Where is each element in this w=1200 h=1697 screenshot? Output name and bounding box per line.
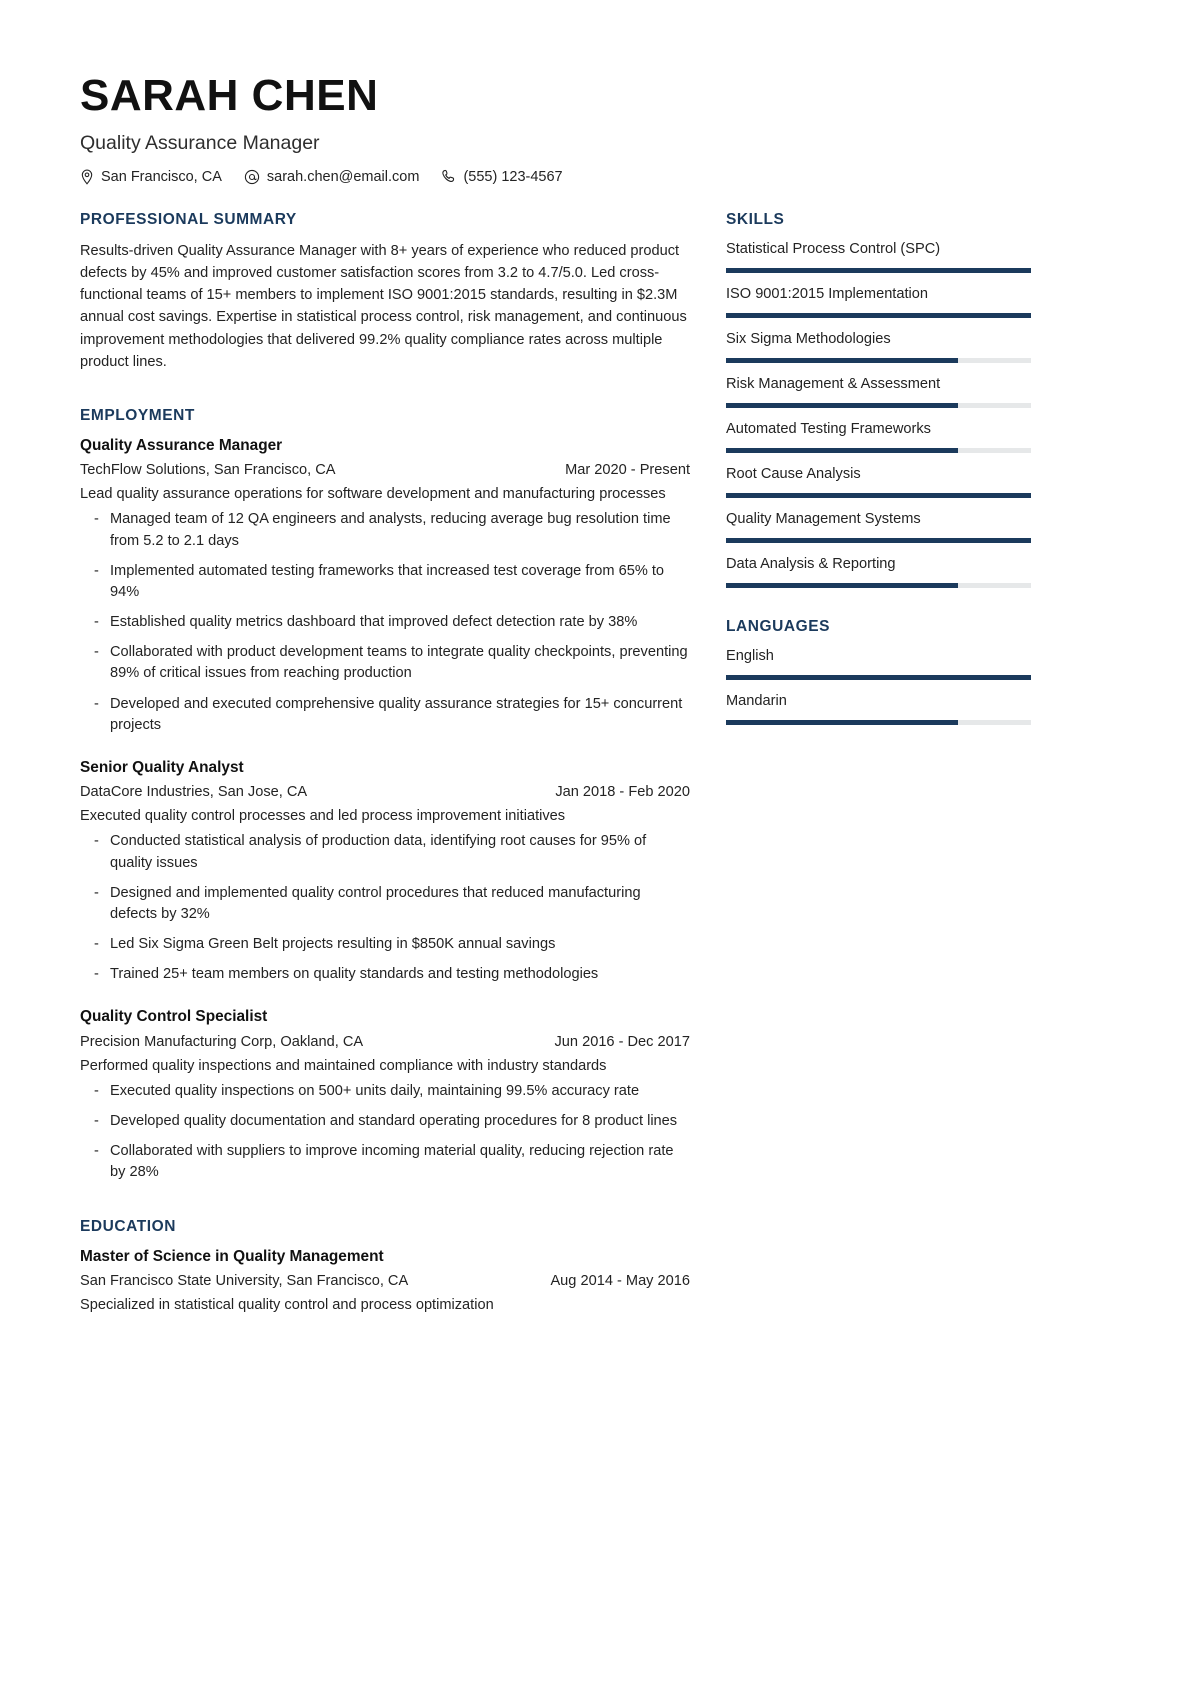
skill-label: Six Sigma Methodologies — [726, 330, 891, 347]
sidebar-column — [726, 211, 1031, 755]
bullet-item: - Conducted statistical analysis of production data, identifying root causes for 95% of quality issues — [80, 831, 690, 873]
bullet-item: - Collaborated with product development teams to integrate quality checkpoints, preventing 89% of critical issues from reaching production — [80, 642, 690, 684]
employment-entry — [80, 436, 690, 736]
education-entry-organization: San Francisco State University, San Francisco, CA — [80, 1272, 409, 1289]
contact-email — [244, 169, 420, 185]
skill-level-fill — [726, 358, 958, 363]
language-level-track — [726, 675, 1031, 680]
skill-level-fill — [726, 493, 1031, 498]
bullet-item: - Established quality metrics dashboard that improved defect detection rate by 38% — [80, 612, 690, 633]
employment-entry-title: Senior Quality Analyst — [80, 758, 244, 776]
skill-item — [726, 555, 1031, 588]
employment-entry-dates: Jan 2018 - Feb 2020 — [555, 784, 690, 801]
contact-phone-text: (555) 123-4567 — [463, 168, 563, 185]
skills-section — [726, 211, 1031, 588]
employment-entry-description: Lead quality assurance operations for software development and manufacturing processes — [80, 486, 666, 503]
bullet-item: - Developed quality documentation and standard operating procedures for 8 product lines — [80, 1111, 690, 1132]
education-entry-description: Specialized in statistical quality control and process optimization — [80, 1296, 494, 1313]
employment-entry-organization: Precision Manufacturing Corp, Oakland, CA — [80, 1033, 364, 1050]
skill-label: Automated Testing Frameworks — [726, 420, 931, 437]
skill-level-fill — [726, 583, 958, 588]
employment-entry-meta — [80, 782, 690, 802]
section-title-employment: EMPLOYMENT — [80, 406, 195, 424]
skill-level-track — [726, 358, 1031, 363]
section-title-education: EDUCATION — [80, 1217, 176, 1235]
education-section — [80, 1218, 690, 1317]
bullet-item: - Collaborated with suppliers to improve incoming material quality, reducing rejection rate by 28% — [80, 1141, 690, 1183]
employment-entry-meta — [80, 460, 690, 480]
bullet-item: - Trained 25+ team members on quality standards and testing methodologies — [80, 964, 690, 985]
employment-section — [80, 407, 690, 1184]
skill-label: Statistical Process Control (SPC) — [726, 240, 941, 257]
language-label: Mandarin — [726, 692, 787, 709]
skill-label: Risk Management & Assessment — [726, 375, 941, 392]
location-pin-icon — [80, 169, 94, 185]
employment-list — [80, 436, 690, 1184]
skill-label: ISO 9001:2015 Implementation — [726, 285, 929, 302]
employment-entry-bullets — [80, 831, 690, 985]
skill-label: Quality Management Systems — [726, 510, 921, 527]
email-at-icon — [244, 169, 260, 185]
skill-level-track — [726, 313, 1031, 318]
skill-level-track — [726, 403, 1031, 408]
skill-label: Data Analysis & Reporting — [726, 555, 896, 572]
resume-header — [80, 72, 1120, 185]
contact-phone — [441, 169, 562, 185]
skill-item — [726, 510, 1031, 543]
language-level-fill — [726, 720, 958, 725]
employment-entry — [80, 1007, 690, 1183]
employment-entry-organization: DataCore Industries, San Jose, CA — [80, 784, 308, 801]
bullet-item: - Implemented automated testing frameworks that increased test coverage from 65% to 94% — [80, 561, 690, 603]
language-level-fill — [726, 675, 1031, 680]
skill-item — [726, 285, 1031, 318]
skill-item — [726, 330, 1031, 363]
skills-list — [726, 240, 1031, 588]
skill-level-fill — [726, 313, 1031, 318]
resume-body — [80, 211, 1120, 1350]
skill-level-track — [726, 583, 1031, 588]
languages-list — [726, 647, 1031, 725]
skill-level-fill — [726, 403, 958, 408]
candidate-job-title: Quality Assurance Manager — [80, 131, 320, 154]
education-entry — [80, 1247, 690, 1317]
skill-level-fill — [726, 268, 1031, 273]
skill-level-track — [726, 493, 1031, 498]
language-item — [726, 692, 1031, 725]
employment-entry — [80, 758, 690, 985]
education-entry-meta — [80, 1271, 690, 1291]
skill-level-fill — [726, 448, 958, 453]
employment-entry-title: Quality Control Specialist — [80, 1008, 268, 1026]
candidate-name: SARAH CHEN — [80, 71, 379, 120]
main-column — [80, 211, 690, 1350]
contact-location — [80, 169, 222, 185]
section-title-summary: PROFESSIONAL SUMMARY — [80, 210, 297, 228]
employment-entry-meta — [80, 1032, 690, 1052]
bullet-item: - Managed team of 12 QA engineers and analysts, reducing average bug resolution time from 5.2 to 2.1 days — [80, 509, 690, 551]
bullet-item: - Led Six Sigma Green Belt projects resulting in $850K annual savings — [80, 934, 690, 955]
contact-location-text: San Francisco, CA — [101, 168, 222, 185]
bullet-item: - Developed and executed comprehensive quality assurance strategies for 15+ concurrent projects — [80, 694, 690, 736]
skill-level-track — [726, 448, 1031, 453]
professional-summary-section — [80, 211, 690, 373]
skill-item — [726, 240, 1031, 273]
employment-entry-dates: Jun 2016 - Dec 2017 — [554, 1033, 690, 1050]
employment-entry-description: Executed quality control processes and led process improvement initiatives — [80, 808, 566, 825]
employment-entry-bullets — [80, 509, 690, 735]
employment-entry-bullets — [80, 1081, 690, 1184]
skill-item — [726, 375, 1031, 408]
phone-icon — [441, 169, 456, 185]
skill-item — [726, 465, 1031, 498]
skill-level-track — [726, 268, 1031, 273]
bullet-item: - Executed quality inspections on 500+ units daily, maintaining 99.5% accuracy rate — [80, 1081, 690, 1102]
summary-text: Results-driven Quality Assurance Manager with 8+ years of experience who reduced product defects by 45% and improved customer satisfaction scores from 3.2 to 4.7/5.0. Led cross-functional teams of 15+ members to implement ISO 9001:2015 standards, resulting in $2.3M annual cost savings. Expertise in statistical process control, risk management, and continuous improvement methodologies that delivered 99.2% quality compliance rates across multiple product lines. — [80, 242, 687, 370]
language-label: English — [726, 647, 774, 664]
skill-label: Root Cause Analysis — [726, 465, 861, 482]
skill-item — [726, 420, 1031, 453]
bullet-item: - Designed and implemented quality control procedures that reduced manufacturing defects by 32% — [80, 883, 690, 925]
education-list — [80, 1247, 690, 1317]
section-title-languages: LANGUAGES — [726, 617, 830, 635]
contact-row — [80, 169, 1120, 185]
section-title-skills: SKILLS — [726, 210, 785, 228]
education-entry-dates: Aug 2014 - May 2016 — [550, 1272, 690, 1289]
employment-entry-title: Quality Assurance Manager — [80, 436, 283, 454]
employment-entry-description: Performed quality inspections and maintained compliance with industry standards — [80, 1057, 607, 1074]
skill-level-fill — [726, 538, 1031, 543]
language-level-track — [726, 720, 1031, 725]
skill-level-track — [726, 538, 1031, 543]
employment-entry-organization: TechFlow Solutions, San Francisco, CA — [80, 462, 336, 479]
contact-email-text: sarah.chen@email.com — [266, 168, 420, 185]
languages-section — [726, 618, 1031, 725]
employment-entry-dates: Mar 2020 - Present — [565, 462, 690, 479]
education-entry-title: Master of Science in Quality Management — [80, 1247, 384, 1265]
language-item — [726, 647, 1031, 680]
